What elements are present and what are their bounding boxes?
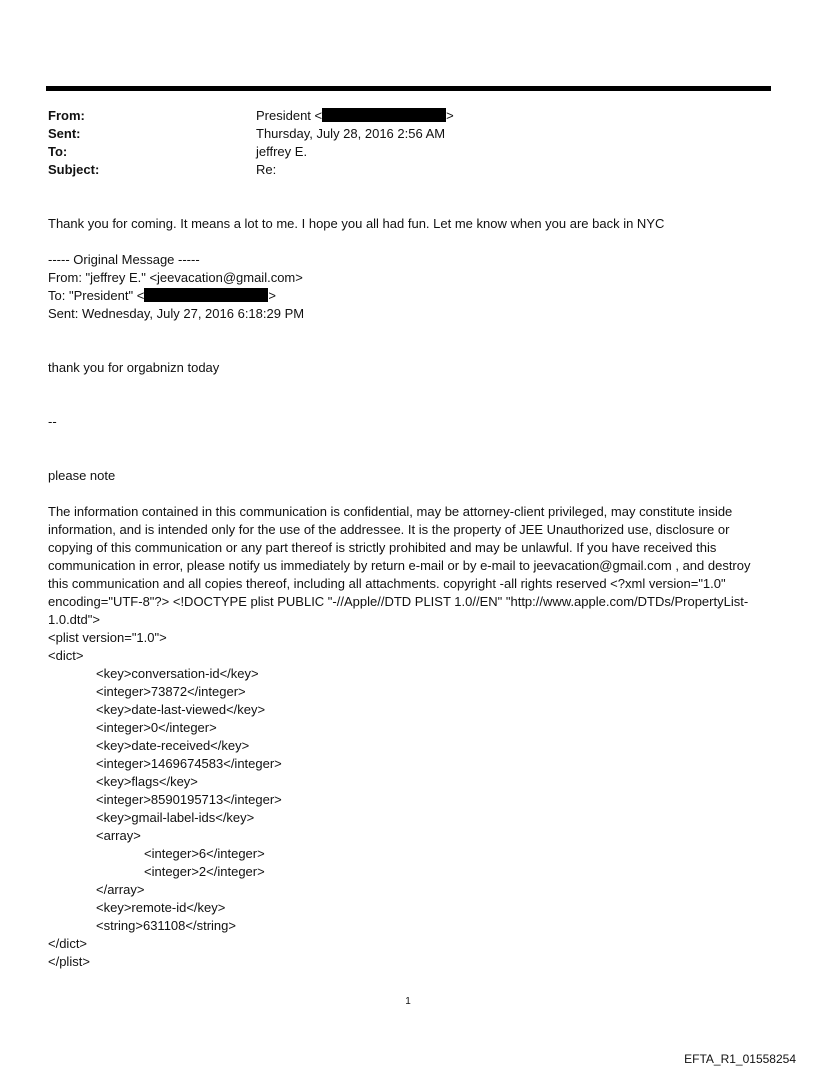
plist-line: <key>conversation-id</key> [96, 666, 259, 681]
plist-line: <integer>0</integer> [96, 720, 217, 735]
plist-line: </array> [96, 882, 145, 897]
plist-line: <integer>8590195713</integer> [96, 792, 282, 807]
original-body: thank you for orgabnizn today [48, 360, 220, 375]
from-label: From: [48, 108, 85, 123]
plist-line: <plist version="1.0"> [48, 630, 167, 645]
reply-text: Thank you for coming. It means a lot to me. I hope you all had fun. Let me know when you are back in NYC [48, 216, 665, 231]
plist-line: <key>gmail-label-ids</key> [96, 810, 255, 825]
original-to: To: "President" < > [48, 288, 276, 303]
plist-line: <key>date-received</key> [96, 738, 250, 753]
plist-line: <key>flags</key> [96, 774, 198, 789]
plist-line: <key>date-last-viewed</key> [96, 702, 266, 717]
sent-value: Thursday, July 28, 2016 2:56 AM [256, 126, 446, 141]
from-value: President < > [256, 108, 454, 123]
original-sent: Sent: Wednesday, July 27, 2016 6:18:29 PM [48, 306, 305, 321]
to-value: jeffrey E. [256, 144, 308, 159]
plist-line: <string>631108</string> [96, 918, 236, 933]
original-message-separator: ----- Original Message ----- [48, 252, 200, 267]
page-number: 1 [405, 996, 411, 1007]
subject-value: Re: [256, 162, 277, 177]
redaction-bar [322, 108, 446, 122]
signature-dash: -- [48, 414, 57, 429]
please-note: please note [48, 468, 116, 483]
plist-line: <dict> [48, 648, 84, 663]
disclaimer-paragraph: The information contained in this communication is confidential, may be attorney-client privileged, may constitute inside information, and is intended only for the use of the addressee. It is the property of JEE Unauthorized use, disclosure or copying of this communication or any part thereof is strictly prohibited and may be unlawful. If you have received this communication in error, please notify us immediately by return e-mail or by e-mail to jeevacation@gmail.com , and destroy this communication and all copies thereof, including all attachments. copyright -all rights reserved <?xml version="1.0" encoding="UTF-8"?> <!DOCTYPE plist PUBLIC "-//Apple//DTD PLIST 1.0//EN" "http://www.apple.com/DTDs/PropertyList-1.0.dtd"> [48, 504, 751, 627]
subject-label: Subject: [48, 162, 100, 177]
to-label: To: [48, 144, 68, 159]
redaction-bar [144, 288, 268, 302]
original-from: From: "jeffrey E." <jeevacation@gmail.com> [48, 270, 303, 285]
plist-line: <integer>2</integer> [144, 864, 265, 879]
plist-line: <array> [96, 828, 141, 843]
plist-line: <integer>1469674583</integer> [96, 756, 282, 771]
document-id: EFTA_R1_01558254 [684, 1052, 796, 1066]
plist-line: </plist> [48, 954, 90, 969]
sent-label: Sent: [48, 126, 81, 141]
plist-line: </dict> [48, 936, 88, 951]
plist-line: <integer>6</integer> [144, 846, 265, 861]
plist-block [48, 629, 282, 971]
header-rule [46, 86, 771, 91]
plist-line: <key>remote-id</key> [96, 900, 226, 915]
plist-line: <integer>73872</integer> [96, 684, 246, 699]
